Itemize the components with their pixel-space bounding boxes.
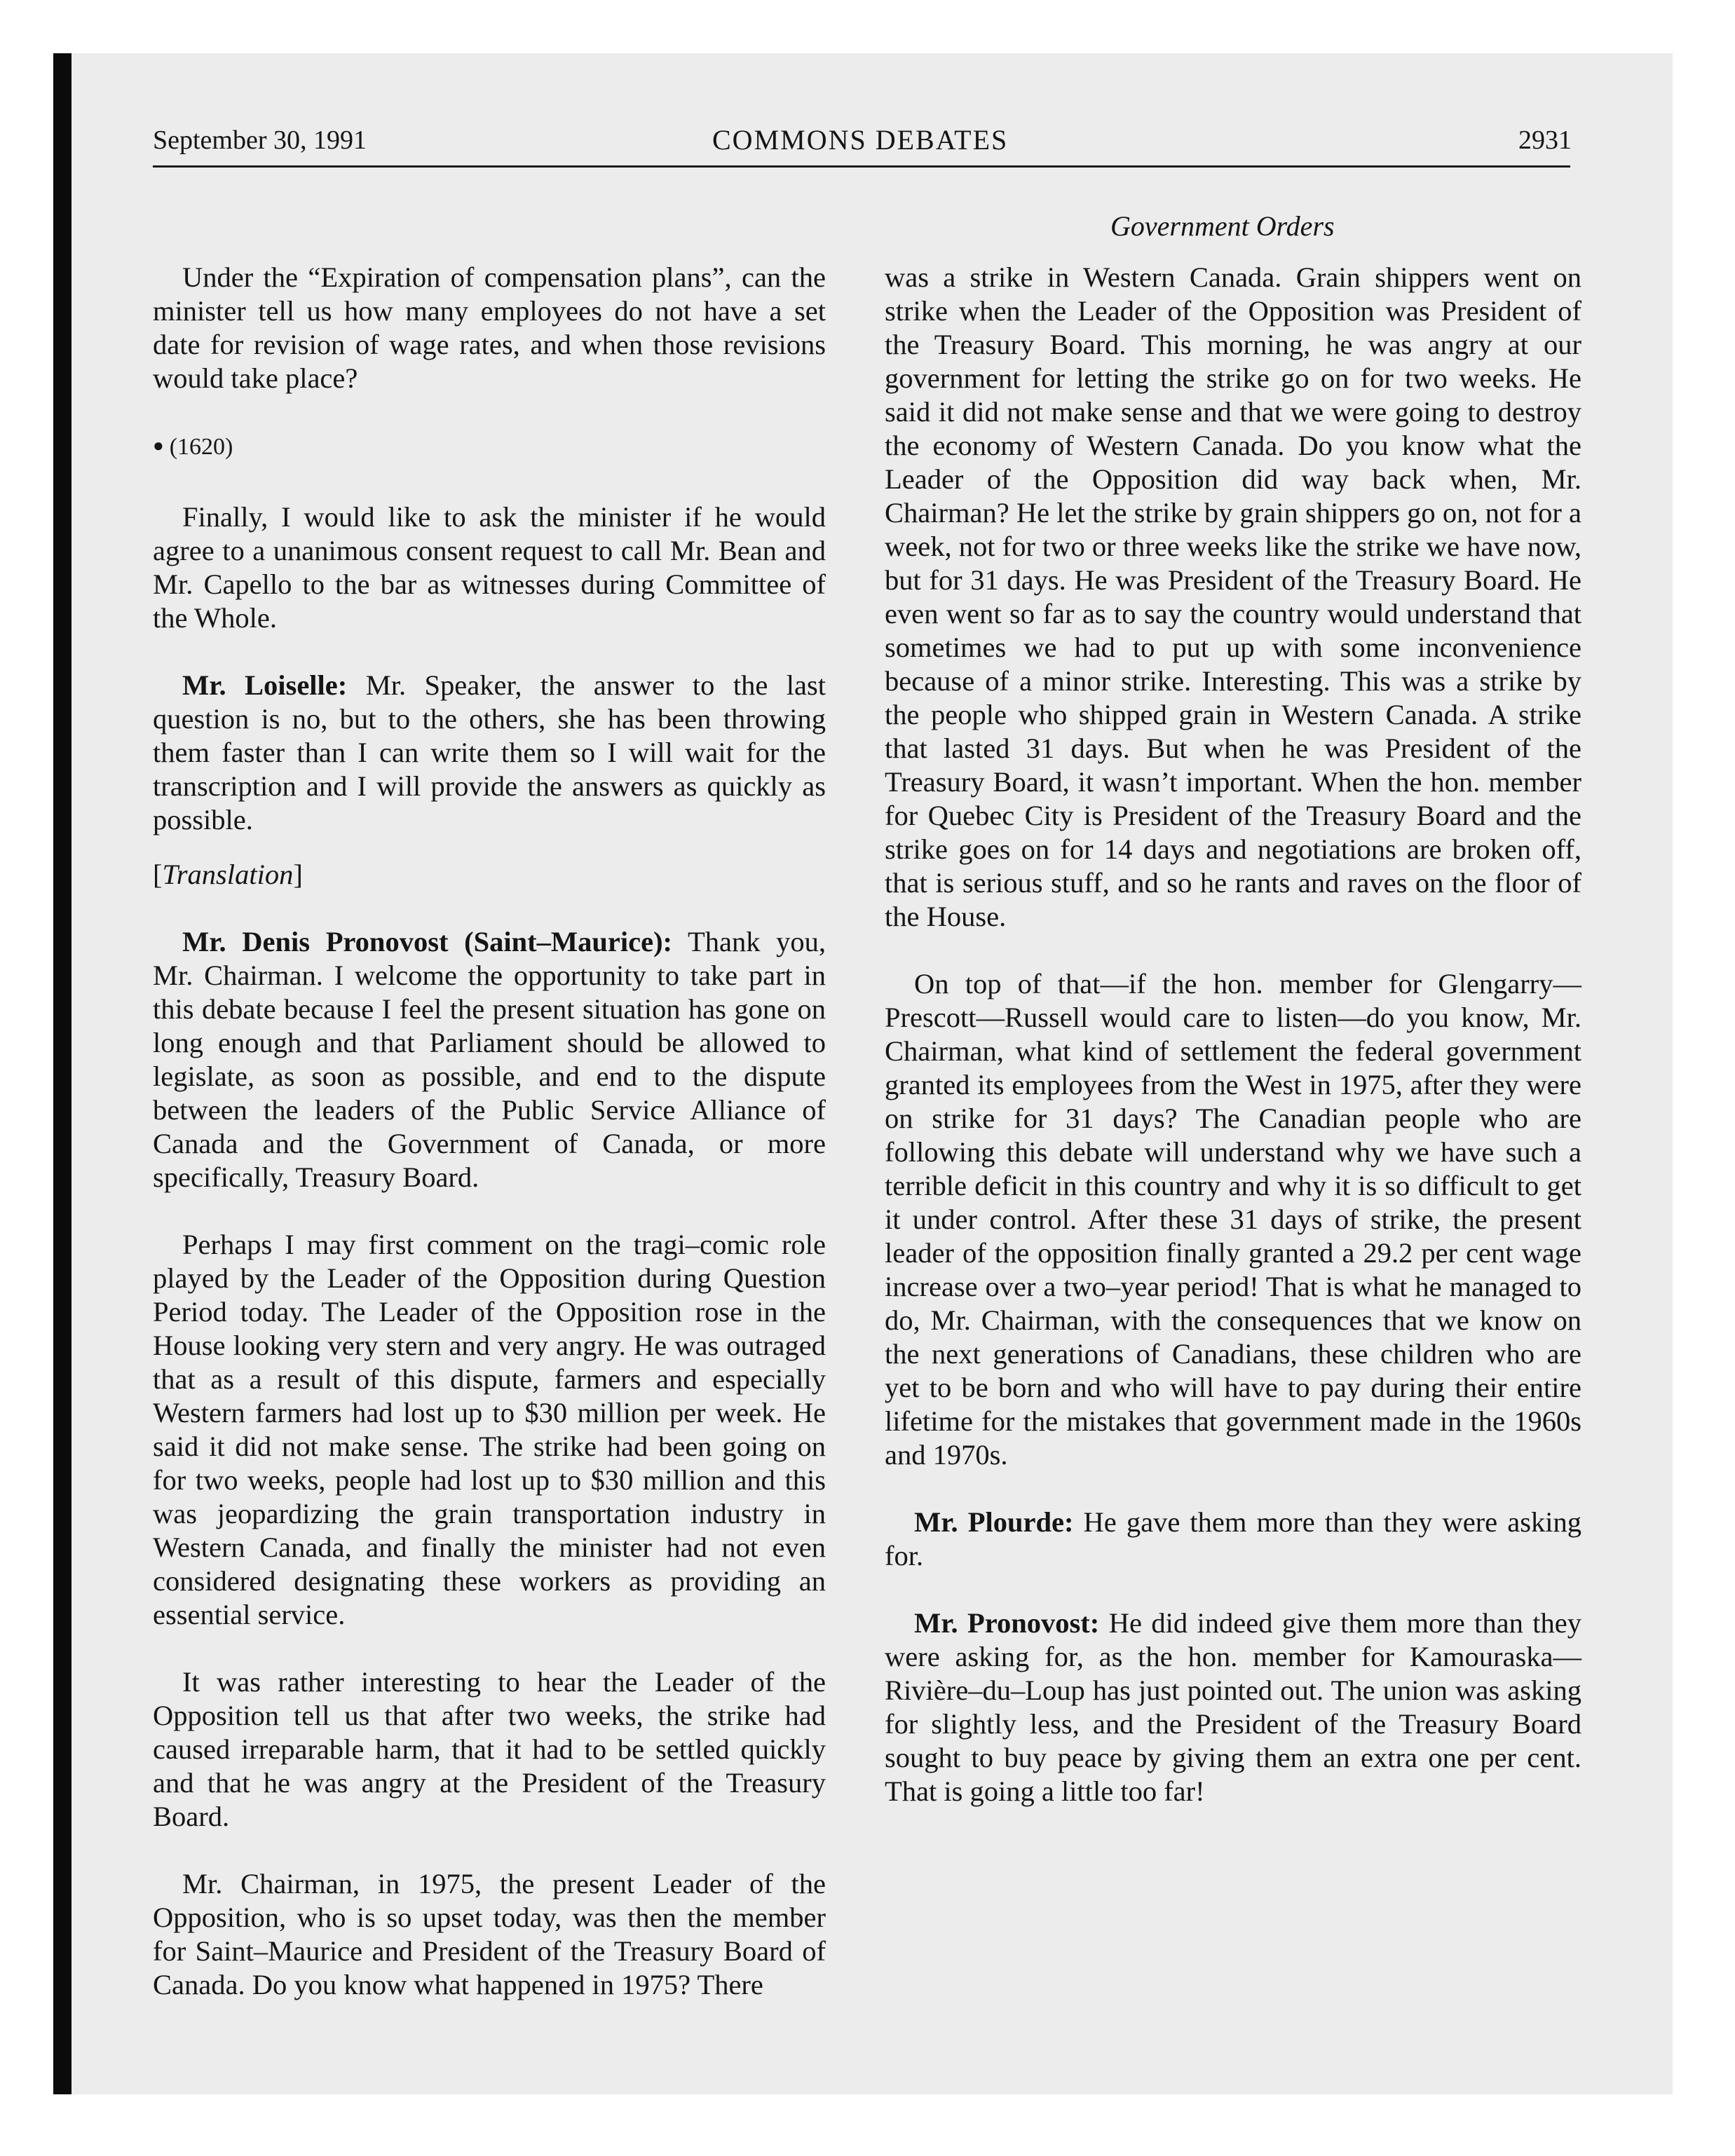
speech-text: Thank you, Mr. Chairman. I welcome the opportunity to take part in this debate because I feel the present situation has gone on long enough and that Parliament should be allowed to legislate, as soon as possible, and end to the dispute between the leaders of the Public Service Alliance of Canada and the Government of Canada, or more specifically, Treasury Board. xyxy=(153,926,826,1193)
binding-edge xyxy=(53,53,72,2094)
paragraph: It was rather interesting to hear the Leader of the Opposition tell us that after two weeks, the strike had caused irreparable harm, that it had to be settled quickly and that he was angry at the President of the Treasury Board. xyxy=(153,1666,826,1832)
section-label: Government Orders xyxy=(1110,210,1335,242)
speech xyxy=(885,1606,1581,1808)
translation-note: [Translation] xyxy=(153,859,303,890)
paragraph: On top of that—if the hon. member for Glengarry—Prescott—Russell would care to listen—do you know, Mr. Chairman, what kind of settlement the federal government granted its employees from the West in 1975, after they were on strike for 31 days? The Canadian people who are following this debate will understand why we have such a terrible deficit in this country and why it is so difficult to get it under control. After these 31 days of strike, the present leader of the opposition finally granted a 29.2 per cent wage increase over a two–year period! That is what he managed to do, Mr. Chairman, with the consequences that we know on the next generations of Canadians, these children who are yet to be born and who will have to pay during their entire lifetime for the mistakes that government made in the 1960s and 1970s. xyxy=(885,968,1581,1471)
translation-label: Translation xyxy=(162,859,294,890)
page-number: 2931 xyxy=(1518,125,1572,155)
left-column xyxy=(153,261,826,2035)
speech-text: He did indeed give them more than they were asking for, as the hon. member for Kamouraska—Rivière–du–Loup has just pointed out. The union was asking for slightly less, and the President of the Treasury Board sought to buy peace by giving them an extra one per cent. That is going a little too far! xyxy=(885,1607,1582,1807)
speaker-name: Mr. Plourde: xyxy=(914,1506,1074,1538)
time-marker xyxy=(153,429,826,464)
speech-text: He gave them more than they were asking for. xyxy=(885,1506,1581,1571)
header-date: September 30, 1991 xyxy=(153,125,367,155)
bullet-icon: ● xyxy=(153,435,164,456)
speaker-name: Mr. Pronovost: xyxy=(914,1607,1100,1639)
speech-text: Mr. Speaker, the answer to the last question is no, but to the others, she has been throwing them faster than I can write them so I will wait for the transcription and I will provide the answers as quickly as possible. xyxy=(153,669,826,835)
time-marker-text: (1620) xyxy=(169,434,233,460)
speech xyxy=(153,669,826,837)
speech xyxy=(885,1506,1581,1573)
paragraph: Mr. Chairman, in 1975, the present Leader of the Opposition, who is so upset today, was then the member for Saint–Maurice and President of the Treasury Board of Canada. Do you know what happened in 1975? There xyxy=(153,1868,826,2000)
header-rule xyxy=(153,165,1570,168)
paragraph: was a strike in Western Canada. Grain shippers went on strike when the Leader of the Opposition was President of the Treasury Board. This morning, he was angry at our government for letting the strike go on for two weeks. He said it did not make sense and that we were going to destroy the economy of Western Canada. Do you know what the Leader of the Opposition did way back when, Mr. Chairman? He let the strike by grain shippers go on, not for a week, not for two or three weeks like the strike we have now, but for 31 days. He was President of the Treasury Board. He even went so far as to say the country would understand that sometimes we had to put up with some inconvenience because of a minor strike. Interesting. This was a strike by the people who shipped grain in Western Canada. A strike that lasted 31 days. But when he was President of the Treasury Board, it wasn’t important. When the hon. member for Quebec City is President of the Treasury Board and the strike goes on for 14 days and negotiations are broken off, that is serious stuff, and so he rants and raves on the floor of the House. xyxy=(885,261,1581,932)
paragraph: Under the “Expiration of compensation plans”, can the minister tell us how many employees do not have a set date for revision of wage rates, and when those revisions would take place? xyxy=(153,261,826,394)
speaker-name: Mr. Denis Pronovost (Saint–Maurice): xyxy=(182,926,673,957)
speaker-name: Mr. Loiselle: xyxy=(182,669,348,701)
paragraph: Perhaps I may first comment on the tragi–comic role played by the Leader of the Opposition during Question Period today. The Leader of the Opposition rose in the House looking very stern and very angry. He was outraged that as a result of this dispute, farmers and especially Western farmers had lost up to $30 million per week. He said it did not make sense. The strike had been going on for two weeks, people had lost up to $30 million and this was jeopardizing the grain transportation industry in Western Canada, and finally the minister had not even considered designating these workers as providing an essential service. xyxy=(153,1229,826,1630)
right-column xyxy=(885,261,1581,1842)
paragraph: Finally, I would like to ask the minister if he would agree to a unanimous consent request to call Mr. Bean and Mr. Capello to the bar as witnesses during Committee of the Whole. xyxy=(153,501,826,634)
speech xyxy=(153,925,826,1194)
header-title: COMMONS DEBATES xyxy=(712,124,1009,156)
